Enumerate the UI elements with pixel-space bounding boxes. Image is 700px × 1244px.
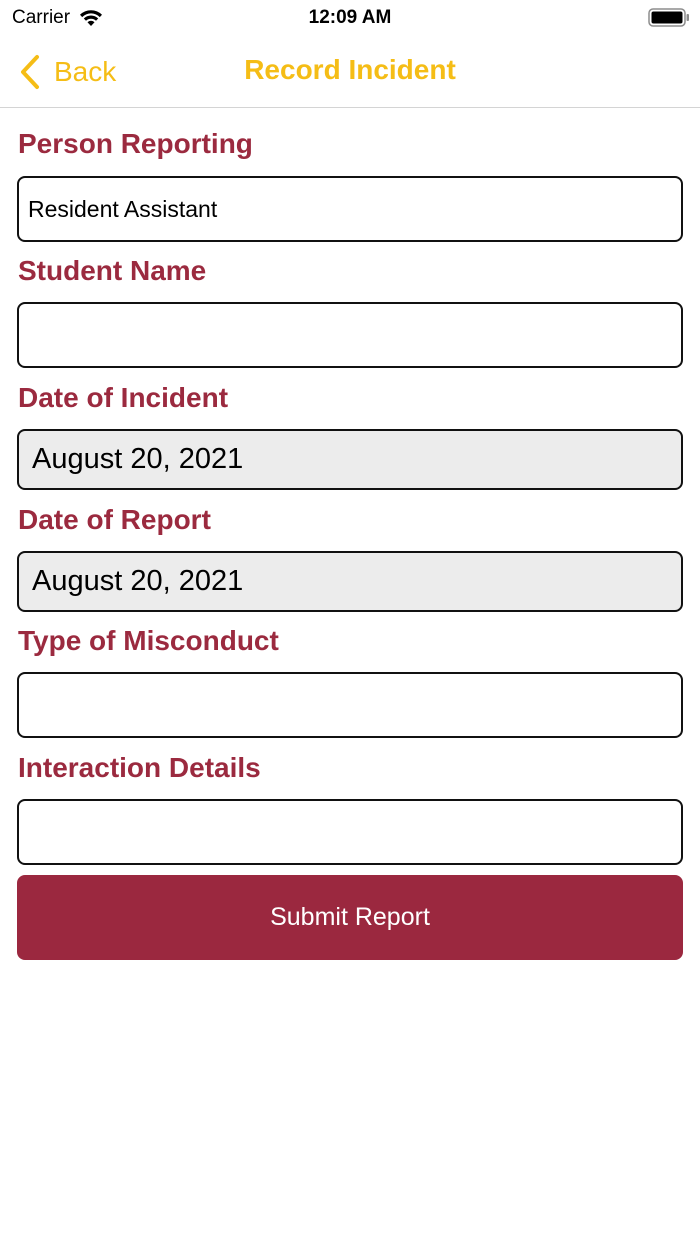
type-of-misconduct-label: Type of Misconduct — [18, 625, 279, 656]
back-label: Back — [54, 56, 117, 87]
interaction-details-field[interactable] — [17, 799, 683, 865]
status-bar — [0, 0, 700, 36]
date-of-incident-field[interactable]: August 20, 2021 — [17, 429, 683, 490]
date-of-report-label: Date of Report — [18, 504, 211, 535]
student-name-label: Student Name — [18, 255, 207, 286]
page-title: Record Incident — [244, 54, 456, 85]
student-name-field[interactable] — [17, 302, 683, 368]
carrier-label: Carrier — [12, 7, 71, 28]
type-of-misconduct-field[interactable] — [17, 672, 683, 738]
person-reporting-field[interactable]: Resident Assistant — [17, 176, 683, 242]
battery-icon — [648, 8, 690, 27]
date-of-report-field[interactable]: August 20, 2021 — [17, 551, 683, 612]
interaction-details-label: Interaction Details — [18, 752, 261, 783]
submit-report-button[interactable]: Submit Report — [17, 875, 683, 960]
date-of-incident-label: Date of Incident — [18, 382, 229, 413]
status-time: 12:09 AM — [308, 7, 392, 28]
person-reporting-label: Person Reporting — [18, 128, 253, 159]
navigation-bar — [0, 36, 700, 108]
